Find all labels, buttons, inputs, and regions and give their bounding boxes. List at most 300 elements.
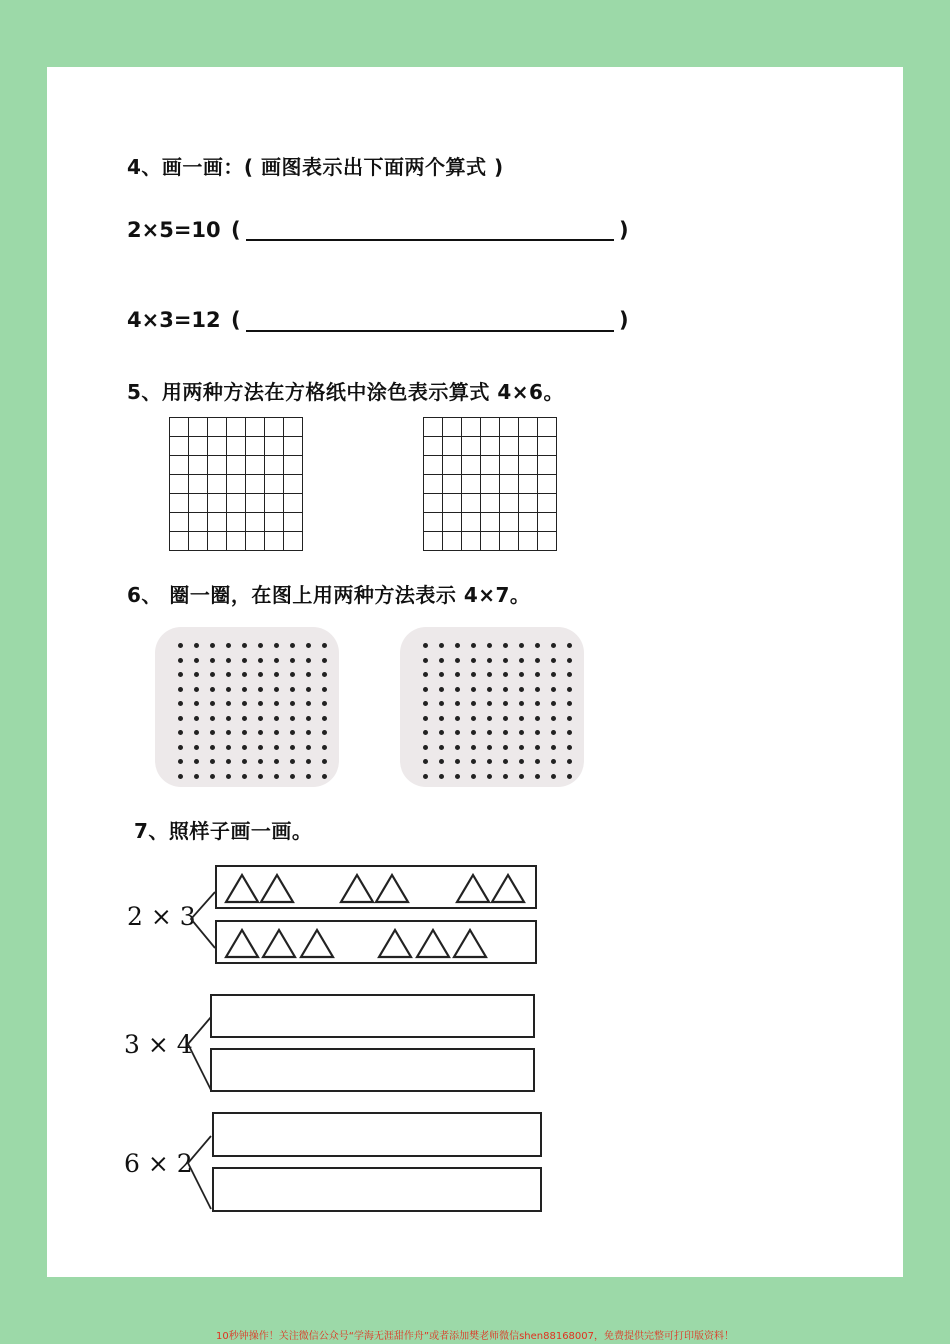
dot	[226, 716, 231, 721]
grid-cell[interactable]	[424, 418, 443, 437]
dot	[210, 774, 215, 779]
dot	[471, 745, 476, 750]
grid-cell[interactable]	[538, 456, 557, 475]
dot	[503, 774, 508, 779]
grid-cell[interactable]	[265, 494, 284, 513]
grid-cell[interactable]	[265, 437, 284, 456]
dot-array-1	[173, 639, 333, 784]
dot	[567, 701, 572, 706]
grid-cell[interactable]	[284, 532, 303, 551]
dot	[290, 716, 295, 721]
dot	[519, 701, 524, 706]
dot	[290, 658, 295, 663]
grid-cell[interactable]	[519, 475, 538, 494]
dot	[455, 658, 460, 663]
dot	[423, 745, 428, 750]
grid-cell[interactable]	[443, 513, 462, 532]
dot	[306, 759, 311, 764]
grid-cell[interactable]	[208, 494, 227, 513]
q4-equation-1: 2×5=10	[127, 218, 221, 242]
grid-cell[interactable]	[424, 437, 443, 456]
dot	[274, 759, 279, 764]
dot	[322, 687, 327, 692]
dot	[178, 701, 183, 706]
dot	[423, 774, 428, 779]
dot	[322, 658, 327, 663]
grid-cell[interactable]	[500, 456, 519, 475]
dot	[226, 643, 231, 648]
grid-cell[interactable]	[424, 475, 443, 494]
grid-cell[interactable]	[424, 513, 443, 532]
dot	[242, 687, 247, 692]
dot	[471, 701, 476, 706]
dot	[194, 745, 199, 750]
task-6x2-box-1[interactable]	[212, 1112, 542, 1157]
q4-open-paren-1: (	[231, 218, 241, 242]
dot	[210, 745, 215, 750]
example-triangles-2	[217, 922, 535, 962]
dot	[258, 730, 263, 735]
dot	[519, 759, 524, 764]
dot	[567, 687, 572, 692]
dot	[322, 745, 327, 750]
dot	[242, 759, 247, 764]
dot	[178, 687, 183, 692]
q4-close-paren-1: )	[619, 218, 629, 242]
grid-cell[interactable]	[265, 532, 284, 551]
grid-cell[interactable]	[265, 475, 284, 494]
dot	[194, 672, 199, 677]
q4-answer-line-1[interactable]	[246, 239, 614, 241]
grid-cell[interactable]	[227, 475, 246, 494]
dot	[487, 730, 492, 735]
dot	[487, 672, 492, 677]
dot	[178, 672, 183, 677]
q4-answer-line-2[interactable]	[246, 330, 614, 332]
grid-cell[interactable]	[443, 437, 462, 456]
dot	[519, 730, 524, 735]
grid-cell[interactable]	[246, 532, 265, 551]
grid-cell[interactable]	[443, 475, 462, 494]
dot	[567, 716, 572, 721]
dot	[226, 701, 231, 706]
grid-cell[interactable]	[189, 532, 208, 551]
example-box-1	[215, 865, 537, 909]
dot	[226, 774, 231, 779]
dot	[210, 701, 215, 706]
dot	[503, 730, 508, 735]
grid-cell[interactable]	[189, 475, 208, 494]
dot	[290, 701, 295, 706]
grid-cell[interactable]	[246, 513, 265, 532]
grid-cell[interactable]	[227, 494, 246, 513]
dot	[322, 643, 327, 648]
grid-cell[interactable]	[500, 437, 519, 456]
dot	[322, 730, 327, 735]
dot	[439, 730, 444, 735]
grid-cell[interactable]	[170, 513, 189, 532]
footer-note: 10秒钟操作！关注微信公众号“学海无涯甜作舟”或者添加樊老师微信shen88168007，免费提供完整可打印版资料！	[215, 1331, 735, 1342]
dot	[423, 687, 428, 692]
grid-cell[interactable]	[284, 437, 303, 456]
dot	[290, 643, 295, 648]
grid-cell[interactable]	[265, 513, 284, 532]
dot	[535, 759, 540, 764]
dot	[226, 745, 231, 750]
grid-cell[interactable]	[519, 513, 538, 532]
grid-cell[interactable]	[443, 456, 462, 475]
dot	[439, 643, 444, 648]
grid-cell[interactable]	[189, 494, 208, 513]
grid-cell[interactable]	[500, 418, 519, 437]
grid-cell[interactable]	[208, 532, 227, 551]
dot	[274, 643, 279, 648]
dot	[487, 658, 492, 663]
grid-cell[interactable]	[208, 513, 227, 532]
grid-cell[interactable]	[208, 437, 227, 456]
grid-cell[interactable]	[519, 437, 538, 456]
dot	[178, 759, 183, 764]
dot	[455, 759, 460, 764]
dot	[242, 643, 247, 648]
grid-cell[interactable]	[462, 475, 481, 494]
dot	[503, 745, 508, 750]
grid-cell[interactable]	[170, 475, 189, 494]
dot	[471, 658, 476, 663]
grid-cell[interactable]	[208, 418, 227, 437]
example-triangles-1	[217, 867, 535, 907]
dot	[194, 643, 199, 648]
dot	[503, 672, 508, 677]
dot	[274, 672, 279, 677]
dot	[226, 672, 231, 677]
grid-cell[interactable]	[481, 456, 500, 475]
grid-cell[interactable]	[462, 513, 481, 532]
dot	[519, 774, 524, 779]
grid-cell[interactable]	[170, 532, 189, 551]
dot	[242, 672, 247, 677]
dot	[487, 745, 492, 750]
grid-cell[interactable]	[189, 418, 208, 437]
grid-cell[interactable]	[189, 513, 208, 532]
grid-cell[interactable]	[481, 532, 500, 551]
dot	[551, 672, 556, 677]
grid-cell[interactable]	[265, 456, 284, 475]
grid-cell[interactable]	[538, 475, 557, 494]
grid-cell[interactable]	[481, 437, 500, 456]
q4-title: 4、画一画：( 画图表示出下面两个算式 )	[127, 155, 504, 179]
grid-cell[interactable]	[208, 475, 227, 494]
dot	[519, 745, 524, 750]
dot	[423, 730, 428, 735]
dot	[274, 716, 279, 721]
dot	[306, 701, 311, 706]
grid-cell[interactable]	[227, 418, 246, 437]
dot	[455, 745, 460, 750]
grid-cell[interactable]	[538, 513, 557, 532]
grid-cell[interactable]	[519, 418, 538, 437]
dot	[551, 730, 556, 735]
dot	[439, 745, 444, 750]
dot	[487, 716, 492, 721]
grid-cell[interactable]	[424, 532, 443, 551]
dot	[471, 759, 476, 764]
dot	[503, 701, 508, 706]
q7-title: 7、照样子画一画。	[134, 819, 313, 843]
dot	[471, 687, 476, 692]
dot	[567, 745, 572, 750]
dot	[455, 672, 460, 677]
dot	[306, 774, 311, 779]
grid-cell[interactable]	[443, 418, 462, 437]
grid-cell[interactable]	[208, 456, 227, 475]
dot	[258, 759, 263, 764]
grid-cell[interactable]	[424, 494, 443, 513]
grid-cell[interactable]	[227, 456, 246, 475]
dot	[306, 745, 311, 750]
q6-title: 6、 圈一圈，在图上用两种方法表示 4×7。	[127, 583, 531, 607]
dot	[226, 759, 231, 764]
grid-cell[interactable]	[284, 456, 303, 475]
dot	[226, 658, 231, 663]
dot	[322, 774, 327, 779]
grid-cell[interactable]	[284, 475, 303, 494]
grid-cell[interactable]	[538, 532, 557, 551]
dot	[519, 716, 524, 721]
dot	[423, 672, 428, 677]
q4-open-paren-2: (	[231, 308, 241, 332]
grid-cell[interactable]	[462, 456, 481, 475]
dot	[274, 701, 279, 706]
task-3x4-box-2[interactable]	[210, 1048, 535, 1092]
dot	[258, 745, 263, 750]
grid-cell[interactable]	[246, 456, 265, 475]
dot-array-2	[418, 639, 578, 784]
dot	[274, 658, 279, 663]
dot-array-panel-2[interactable]	[400, 627, 584, 787]
dot	[290, 730, 295, 735]
dot	[322, 759, 327, 764]
dot	[471, 774, 476, 779]
dot	[306, 730, 311, 735]
grid-cell[interactable]	[462, 418, 481, 437]
dot	[471, 672, 476, 677]
dot	[535, 687, 540, 692]
task-6x2-box-2[interactable]	[212, 1167, 542, 1212]
grid-cell[interactable]	[246, 494, 265, 513]
dot	[290, 759, 295, 764]
task-3x4-box-1[interactable]	[210, 994, 535, 1038]
dot	[567, 672, 572, 677]
dot	[503, 759, 508, 764]
grid-cell[interactable]	[227, 532, 246, 551]
dot	[423, 643, 428, 648]
grid-cell[interactable]	[443, 532, 462, 551]
task-expression-3x4: 3 × 4	[124, 1030, 193, 1059]
grid-cell[interactable]	[246, 418, 265, 437]
grid-cell[interactable]	[443, 494, 462, 513]
task-expression-6x2: 6 × 2	[124, 1149, 193, 1178]
grid-cell[interactable]	[481, 475, 500, 494]
grid-cell[interactable]	[500, 475, 519, 494]
grid-cell[interactable]	[481, 494, 500, 513]
grid-cell[interactable]	[170, 437, 189, 456]
task-bracket-3x4	[181, 1014, 213, 1094]
square-grid-2[interactable]	[423, 417, 557, 551]
dot	[551, 643, 556, 648]
dot	[471, 716, 476, 721]
task-bracket-6x2	[181, 1133, 213, 1213]
grid-cell[interactable]	[500, 494, 519, 513]
dot	[242, 774, 247, 779]
dot	[535, 701, 540, 706]
grid-cell[interactable]	[189, 437, 208, 456]
dot	[242, 701, 247, 706]
grid-cell[interactable]	[462, 494, 481, 513]
grid-cell[interactable]	[519, 494, 538, 513]
grid-cell[interactable]	[481, 513, 500, 532]
dot	[322, 672, 327, 677]
grid-cell[interactable]	[424, 456, 443, 475]
dot	[535, 745, 540, 750]
dot	[487, 643, 492, 648]
dot	[210, 687, 215, 692]
dot	[194, 774, 199, 779]
dot	[226, 687, 231, 692]
dot	[535, 643, 540, 648]
grid-cell[interactable]	[246, 437, 265, 456]
grid-cell[interactable]	[170, 418, 189, 437]
dot	[471, 730, 476, 735]
dot	[306, 687, 311, 692]
dot	[503, 716, 508, 721]
dot	[551, 716, 556, 721]
dot	[210, 658, 215, 663]
dot	[487, 759, 492, 764]
grid-cell[interactable]	[500, 532, 519, 551]
grid-cell[interactable]	[462, 532, 481, 551]
dot	[567, 759, 572, 764]
grid-cell[interactable]	[481, 418, 500, 437]
dot	[551, 701, 556, 706]
dot	[194, 658, 199, 663]
dot	[439, 672, 444, 677]
dot	[258, 774, 263, 779]
dot	[274, 774, 279, 779]
dot	[306, 658, 311, 663]
grid-cell[interactable]	[246, 475, 265, 494]
worksheet-page	[47, 67, 903, 1277]
dot	[519, 672, 524, 677]
dot	[487, 701, 492, 706]
dot	[194, 759, 199, 764]
grid-cell[interactable]	[170, 494, 189, 513]
grid-cell[interactable]	[284, 418, 303, 437]
dot	[503, 658, 508, 663]
dot	[567, 774, 572, 779]
dot	[423, 658, 428, 663]
dot	[455, 774, 460, 779]
dot	[306, 672, 311, 677]
dot	[210, 672, 215, 677]
dot	[258, 643, 263, 648]
dot	[519, 643, 524, 648]
grid-cell[interactable]	[170, 456, 189, 475]
dot	[455, 687, 460, 692]
dot	[439, 687, 444, 692]
dot	[210, 643, 215, 648]
dot	[322, 701, 327, 706]
dot	[258, 687, 263, 692]
grid-cell[interactable]	[500, 513, 519, 532]
dot	[535, 716, 540, 721]
dot-array-panel-1[interactable]	[155, 627, 339, 787]
square-grid-1[interactable]	[169, 417, 303, 551]
dot	[194, 730, 199, 735]
dot	[487, 687, 492, 692]
dot	[439, 658, 444, 663]
dot	[519, 687, 524, 692]
grid-cell[interactable]	[538, 494, 557, 513]
dot	[567, 658, 572, 663]
dot	[242, 658, 247, 663]
grid-cell[interactable]	[519, 456, 538, 475]
dot	[306, 643, 311, 648]
dot	[423, 759, 428, 764]
dot	[306, 716, 311, 721]
dot	[178, 716, 183, 721]
grid-cell[interactable]	[538, 437, 557, 456]
dot	[194, 716, 199, 721]
grid-cell[interactable]	[284, 513, 303, 532]
dot	[423, 701, 428, 706]
dot	[194, 701, 199, 706]
dot	[567, 730, 572, 735]
grid-cell[interactable]	[538, 418, 557, 437]
grid-cell[interactable]	[189, 456, 208, 475]
dot	[439, 701, 444, 706]
grid-cell[interactable]	[265, 418, 284, 437]
dot	[471, 643, 476, 648]
grid-cell[interactable]	[227, 513, 246, 532]
dot	[290, 774, 295, 779]
dot	[274, 730, 279, 735]
dot	[455, 716, 460, 721]
dot	[487, 774, 492, 779]
dot	[535, 672, 540, 677]
dot	[194, 687, 199, 692]
dot	[423, 716, 428, 721]
dot	[290, 745, 295, 750]
dot	[258, 672, 263, 677]
dot	[290, 687, 295, 692]
grid-cell[interactable]	[227, 437, 246, 456]
dot	[258, 716, 263, 721]
grid-cell[interactable]	[519, 532, 538, 551]
dot	[242, 745, 247, 750]
dot	[519, 658, 524, 663]
dot	[322, 716, 327, 721]
dot	[535, 774, 540, 779]
dot	[242, 716, 247, 721]
grid-cell[interactable]	[284, 494, 303, 513]
dot	[178, 643, 183, 648]
dot	[178, 658, 183, 663]
dot	[455, 730, 460, 735]
dot	[535, 730, 540, 735]
dot	[274, 687, 279, 692]
grid-cell[interactable]	[462, 437, 481, 456]
